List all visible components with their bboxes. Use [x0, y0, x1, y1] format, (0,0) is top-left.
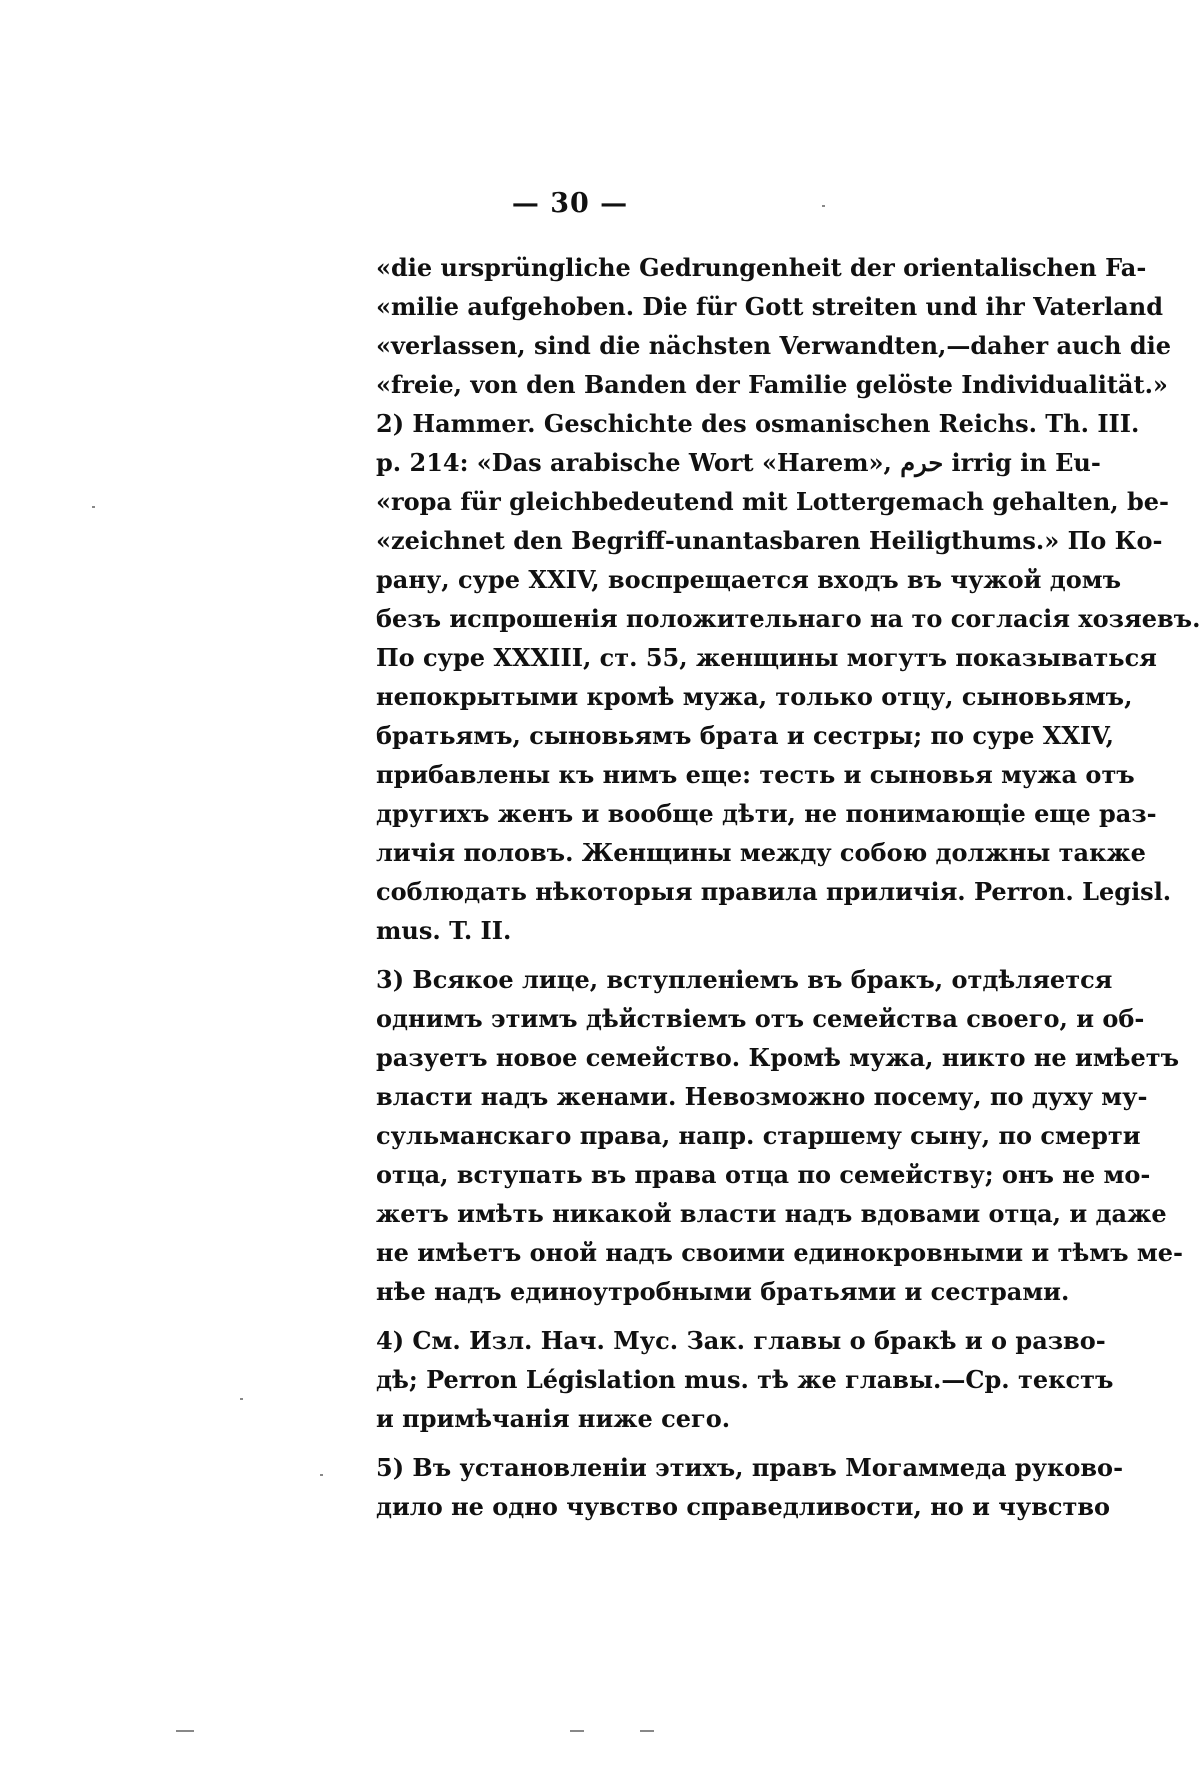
- text-line: «ropa für gleichbedeutend mit Lottergemach gehalten, be-: [376, 487, 1169, 516]
- text-line: 4) См. Изл. Нач. Мус. Зак. главы о бракѣ и о разво-: [376, 1326, 1106, 1355]
- text-line: p. 214: «Das arabische Wort «Harem», حرم irrig in Eu-: [376, 448, 1101, 477]
- text-line: По суре XXXIII, ст. 55, женщины могутъ показываться: [376, 643, 1157, 672]
- text-line: «zeichnet den Begriff-unantasbaren Heiligthums.» По Ко-: [376, 526, 1163, 555]
- paragraph-gap: [376, 950, 1004, 960]
- text-line: 3) Всякое лице, вступленіемъ въ бракъ, отдѣляется: [376, 965, 1113, 994]
- paragraph-gap: [376, 1438, 1004, 1448]
- text-line: не имѣетъ оной надъ своими единокровными и тѣмъ ме-: [376, 1238, 1183, 1267]
- text-line: нѣе надъ единоутробными братьями и сестрами.: [376, 1277, 1070, 1306]
- text-line: безъ испрошенія положительнаго на то согласія хозяевъ.: [376, 604, 1200, 633]
- scan-speck: [320, 1474, 323, 1476]
- footnote-3: [376, 960, 1183, 1311]
- text-line: 5) Въ установленіи этихъ, правъ Могаммеда руково-: [376, 1453, 1124, 1482]
- text-line: отца, вступать въ права отца по семейству; онъ не мо-: [376, 1160, 1151, 1189]
- text-line: разуетъ новое семейство. Кромѣ мужа, никто не имѣетъ: [376, 1043, 1180, 1072]
- text-line: 2) Hammer. Geschichte des osmanischen Reichs. Th. III.: [376, 409, 1140, 438]
- text-line: однимъ этимъ дѣйствіемъ отъ семейства своего, и об-: [376, 1004, 1145, 1033]
- text-line: братьямъ, сыновьямъ брата и сестры; по суре XXIV,: [376, 721, 1115, 750]
- scan-speck: [822, 205, 825, 207]
- text-line: «die ursprüngliche Gedrungenheit der orientalischen Fa-: [376, 253, 1147, 282]
- text-line: дило не одно чувство справедливости, но и чувство: [376, 1492, 1111, 1521]
- scan-speck: [240, 1398, 243, 1400]
- text-line: другихъ женъ и вообще дѣти, не понимающіе еще раз-: [376, 799, 1157, 828]
- text-line: рану, суре XXIV, воспрещается входъ въ чужой домъ: [376, 565, 1122, 594]
- text-line: дѣ; Perron Législation mus. тѣ же главы.—Ср. текстъ: [376, 1365, 1114, 1394]
- text-line: mus. T. II.: [376, 916, 512, 945]
- footnote-2: [376, 404, 1200, 950]
- text-line: личія половъ. Женщины между собою должны также: [376, 838, 1146, 867]
- paragraph-1-continuation: [376, 248, 1172, 404]
- scan-speck: [570, 1730, 584, 1732]
- text-line: «freie, von den Banden der Familie gelöste Individualität.»: [376, 370, 1168, 399]
- text-line: сульманскаго права, напр. старшему сыну, по смерти: [376, 1121, 1141, 1150]
- footnote-text: [376, 248, 1200, 1526]
- footnote-5: [376, 1448, 1124, 1526]
- paragraph-gap: [376, 1311, 1004, 1321]
- text-line: и примѣчанія ниже сего.: [376, 1404, 731, 1433]
- page-number: — 30 —: [511, 188, 629, 219]
- text-line: «verlassen, sind die nächsten Verwandten,—daher auch die: [376, 331, 1172, 360]
- text-line: соблюдать нѣкоторыя правила приличія. Perron. Legisl.: [376, 877, 1172, 906]
- scan-speck: [176, 1730, 194, 1732]
- text-line: жетъ имѣть никакой власти надъ вдовами отца, и даже: [376, 1199, 1167, 1228]
- footnote-4: [376, 1321, 1114, 1438]
- scan-speck: [92, 506, 95, 508]
- scan-speck: [640, 1730, 654, 1732]
- text-line: непокрытыми кромѣ мужа, только отцу, сыновьямъ,: [376, 682, 1133, 711]
- text-line: «milie aufgehoben. Die für Gott streiten und ihr Vaterland: [376, 292, 1164, 321]
- text-line: власти надъ женами. Невозможно посему, по духу му-: [376, 1082, 1148, 1111]
- text-line: прибавлены къ нимъ еще: тесть и сыновья мужа отъ: [376, 760, 1135, 789]
